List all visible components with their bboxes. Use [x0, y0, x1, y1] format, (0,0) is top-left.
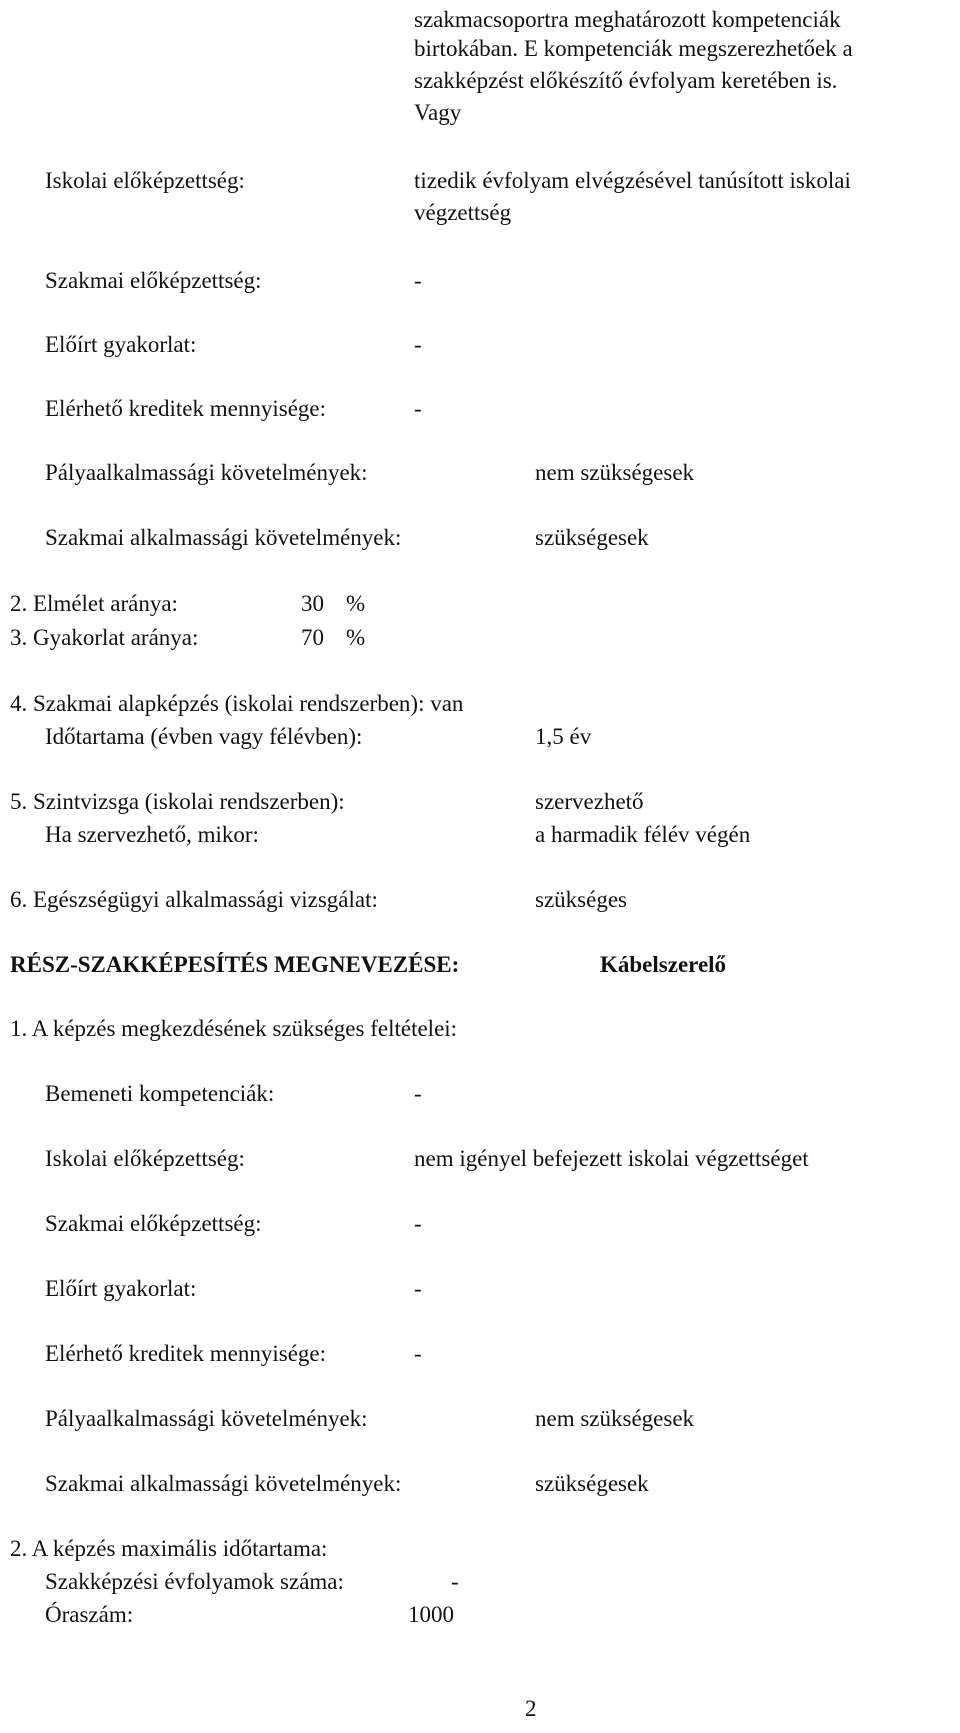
- part1-eloirt-label: Előírt gyakorlat:: [45, 1276, 197, 1301]
- section5-label: 5. Szintvizsga (iskolai rendszerben):: [10, 789, 345, 814]
- szakmai-value: -: [414, 268, 422, 293]
- part1-title: 1. A képzés megkezdésének szükséges feltételei:: [10, 1016, 458, 1041]
- kredit-label: Elérhető kreditek mennyisége:: [45, 396, 327, 421]
- evf-value: -: [451, 1569, 459, 1594]
- part1-kredit-label: Elérhető kreditek mennyisége:: [45, 1341, 327, 1366]
- gyakorlat-unit: %: [346, 625, 366, 650]
- elmelet-unit: %: [346, 591, 366, 616]
- elmelet-value: 30: [301, 591, 324, 616]
- evf-label: Szakképzési évfolyamok száma:: [45, 1569, 344, 1594]
- gyakorlat-value: 70: [301, 625, 324, 650]
- eloirt-value: -: [414, 332, 422, 357]
- continuation-line-4: Vagy: [414, 100, 462, 125]
- szakalk-label: Szakmai alkalmassági követelmények:: [45, 525, 402, 550]
- part1-szakalk-value: szükségesek: [535, 1471, 649, 1496]
- palya-value: nem szükségesek: [535, 460, 695, 485]
- gyakorlat-label: 3. Gyakorlat aránya:: [10, 625, 199, 650]
- part1-szakalk-label: Szakmai alkalmassági követelmények:: [45, 1471, 402, 1496]
- iskolai-value-line-2: végzettség: [414, 200, 512, 225]
- szakalk-value: szükségesek: [535, 525, 649, 550]
- kredit-value: -: [414, 396, 422, 421]
- szakmai-label: Szakmai előképzettség:: [45, 268, 262, 293]
- continuation-line-1: szakmacsoportra meghatározott kompetenciák: [414, 7, 841, 32]
- ora-value: 1000: [408, 1602, 454, 1627]
- continuation-line-3: szakképzést előkészítő évfolyam keretében is.: [414, 68, 838, 93]
- section4-duration-value: 1,5 év: [535, 724, 592, 749]
- eloirt-label: Előírt gyakorlat:: [45, 332, 197, 357]
- section4-duration-label: Időtartama (évben vagy félévben):: [45, 724, 363, 749]
- continuation-line-2: birtokában. E kompetenciák megszerezhetőek a: [414, 36, 853, 61]
- section4-line: 4. Szakmai alapképzés (iskolai rendszerben): van: [10, 691, 464, 716]
- part1-eloirt-value: -: [414, 1276, 422, 1301]
- section5-when-label: Ha szervezhető, mikor:: [45, 822, 259, 847]
- bemeneti-label: Bemeneti kompetenciák:: [45, 1081, 275, 1106]
- ora-label: Óraszám:: [45, 1602, 134, 1627]
- part1-palya-label: Pályaalkalmassági követelmények:: [45, 1406, 368, 1431]
- part2-title: 2. A képzés maximális időtartama:: [10, 1536, 328, 1561]
- elmelet-label: 2. Elmélet aránya:: [10, 591, 178, 616]
- section6-label: 6. Egészségügyi alkalmassági vizsgálat:: [10, 887, 378, 912]
- page-number: 2: [525, 1696, 537, 1721]
- iskolai-label: Iskolai előképzettség:: [45, 168, 245, 193]
- heading-value: Kábelszerelő: [600, 952, 727, 977]
- section5-value: szervezhető: [535, 789, 644, 814]
- part1-iskolai-value: nem igényel befejezett iskolai végzettséget: [414, 1146, 809, 1171]
- bemeneti-value: -: [414, 1081, 422, 1106]
- part1-szakmai-label: Szakmai előképzettség:: [45, 1211, 262, 1236]
- section-heading: RÉSZ-SZAKKÉPESÍTÉS MEGNEVEZÉSE:: [10, 952, 460, 977]
- section5-when-value: a harmadik félév végén: [535, 822, 751, 847]
- section6-value: szükséges: [535, 887, 627, 912]
- palya-label: Pályaalkalmassági követelmények:: [45, 460, 368, 485]
- part1-palya-value: nem szükségesek: [535, 1406, 695, 1431]
- part1-szakmai-value: -: [414, 1211, 422, 1236]
- part1-iskolai-label: Iskolai előképzettség:: [45, 1146, 245, 1171]
- iskolai-value-line-1: tizedik évfolyam elvégzésével tanúsított iskolai: [414, 168, 851, 193]
- part1-kredit-value: -: [414, 1341, 422, 1366]
